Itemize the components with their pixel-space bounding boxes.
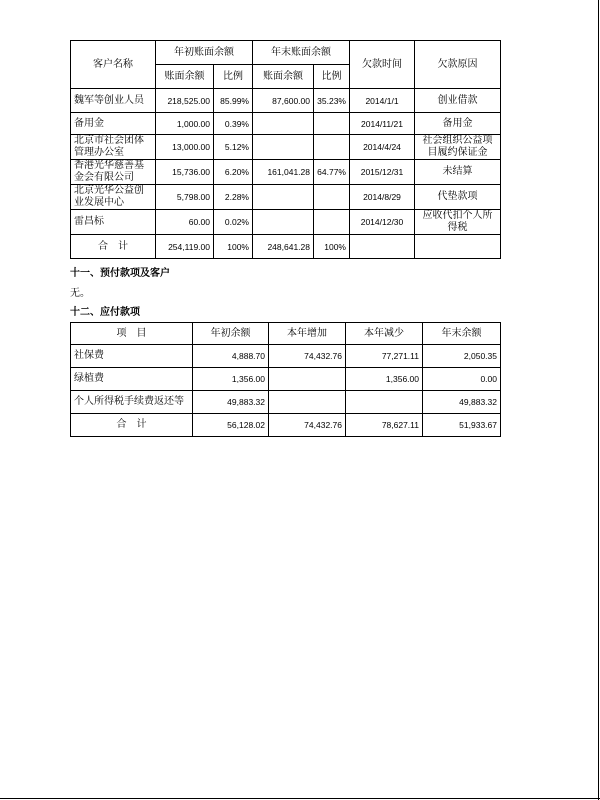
cell-customer: 北京市社会团体管理办公室 <box>71 135 156 160</box>
cell-begin-ratio: 0.39% <box>214 113 253 135</box>
section-12-heading: 十二、应付款项 <box>70 307 140 318</box>
cell-customer: 备用金 <box>71 113 156 135</box>
cell-end-amount: 87,600.00 <box>253 89 314 113</box>
total-end: 51,933.67 <box>423 414 501 437</box>
cell-begin: 1,356.00 <box>193 368 269 391</box>
table-row <box>71 210 501 235</box>
cell-time: 2015/12/31 <box>350 160 415 185</box>
total-row <box>71 235 501 259</box>
header-increase: 本年增加 <box>269 323 346 345</box>
cell-end-ratio: 35.23% <box>314 89 350 113</box>
cell-time: 2014/11/21 <box>350 113 415 135</box>
cell-end-amount <box>253 113 314 135</box>
cell-reason: 备用金 <box>415 113 501 135</box>
cell-customer: 魏军等创业人员 <box>71 89 156 113</box>
cell-reason: 未结算 <box>415 160 501 185</box>
header-begin-ratio: 比例 <box>214 65 253 89</box>
cell-begin: 49,883.32 <box>193 391 269 414</box>
cell-time: 2014/8/29 <box>350 185 415 210</box>
header-end: 年末余额 <box>423 323 501 345</box>
cell-end-ratio: 64.77% <box>314 160 350 185</box>
table-row <box>71 113 501 135</box>
total-time <box>350 235 415 259</box>
cell-item: 绿植费 <box>71 368 193 391</box>
cell-end: 2,050.35 <box>423 345 501 368</box>
page-edge-right <box>598 0 599 800</box>
cell-begin-amount: 5,798.00 <box>156 185 214 210</box>
cell-item: 社保费 <box>71 345 193 368</box>
header-due-time: 欠款时间 <box>350 41 415 89</box>
cell-time: 2014/1/1 <box>350 89 415 113</box>
cell-end-amount <box>253 210 314 235</box>
cell-begin-ratio: 6.20% <box>214 160 253 185</box>
cell-begin-amount: 60.00 <box>156 210 214 235</box>
cell-reason: 应收代扣个人所得税 <box>415 210 501 235</box>
cell-begin-amount: 218,525.00 <box>156 89 214 113</box>
cell-begin: 4,888.70 <box>193 345 269 368</box>
cell-begin-amount: 15,736.00 <box>156 160 214 185</box>
cell-time: 2014/4/24 <box>350 135 415 160</box>
header-begin: 年初余额 <box>193 323 269 345</box>
cell-end-amount <box>253 135 314 160</box>
section-11-body: 无。 <box>70 288 90 299</box>
receivables-table <box>70 40 501 259</box>
cell-end-ratio <box>314 135 350 160</box>
header-end-balance: 年末账面余额 <box>253 41 350 65</box>
cell-begin-ratio: 5.12% <box>214 135 253 160</box>
cell-customer: 雷昌标 <box>71 210 156 235</box>
total-row <box>71 414 501 437</box>
cell-end: 49,883.32 <box>423 391 501 414</box>
table-row <box>71 345 501 368</box>
cell-increase <box>269 391 346 414</box>
cell-customer: 北京光华公益创业发展中心 <box>71 185 156 210</box>
cell-begin-amount: 13,000.00 <box>156 135 214 160</box>
cell-decrease: 77,271.11 <box>346 345 423 368</box>
cell-begin-ratio: 85.99% <box>214 89 253 113</box>
total-begin-ratio: 100% <box>214 235 253 259</box>
total-begin: 56,128.02 <box>193 414 269 437</box>
table-row <box>71 89 501 113</box>
total-decrease: 78,627.11 <box>346 414 423 437</box>
table-row <box>71 391 501 414</box>
cell-decrease <box>346 391 423 414</box>
cell-decrease: 1,356.00 <box>346 368 423 391</box>
payables-table <box>70 322 501 437</box>
header-customer: 客户名称 <box>71 41 156 89</box>
table-row <box>71 135 501 160</box>
cell-increase <box>269 368 346 391</box>
cell-customer: 香港光华慈善基金会有限公司 <box>71 160 156 185</box>
cell-increase: 74,432.76 <box>269 345 346 368</box>
section-11-heading: 十一、预付款项及客户 <box>70 268 170 279</box>
cell-reason: 代垫款项 <box>415 185 501 210</box>
header-end-amount: 账面余额 <box>253 65 314 89</box>
cell-begin-amount: 1,000.00 <box>156 113 214 135</box>
cell-reason: 创业借款 <box>415 89 501 113</box>
cell-end-ratio <box>314 185 350 210</box>
cell-begin-ratio: 0.02% <box>214 210 253 235</box>
cell-time: 2014/12/30 <box>350 210 415 235</box>
total-begin-amount: 254,119.00 <box>156 235 214 259</box>
header-begin-amount: 账面余额 <box>156 65 214 89</box>
table-row <box>71 185 501 210</box>
total-end-ratio: 100% <box>314 235 350 259</box>
total-label: 合 计 <box>71 235 156 259</box>
header-reason: 欠款原因 <box>415 41 501 89</box>
total-increase: 74,432.76 <box>269 414 346 437</box>
cell-begin-ratio: 2.28% <box>214 185 253 210</box>
cell-end-amount <box>253 185 314 210</box>
header-begin-balance: 年初账面余额 <box>156 41 253 65</box>
cell-item: 个人所得税手续费返还等 <box>71 391 193 414</box>
table-row <box>71 368 501 391</box>
total-reason <box>415 235 501 259</box>
header-item: 项 目 <box>71 323 193 345</box>
cell-end-ratio <box>314 113 350 135</box>
cell-reason: 社会组织公益项目履约保证金 <box>415 135 501 160</box>
header-end-ratio: 比例 <box>314 65 350 89</box>
cell-end-amount: 161,041.28 <box>253 160 314 185</box>
cell-end: 0.00 <box>423 368 501 391</box>
cell-end-ratio <box>314 210 350 235</box>
header-decrease: 本年减少 <box>346 323 423 345</box>
total-label: 合 计 <box>71 414 193 437</box>
total-end-amount: 248,641.28 <box>253 235 314 259</box>
page-edge-bottom <box>0 798 600 799</box>
table-row <box>71 160 501 185</box>
